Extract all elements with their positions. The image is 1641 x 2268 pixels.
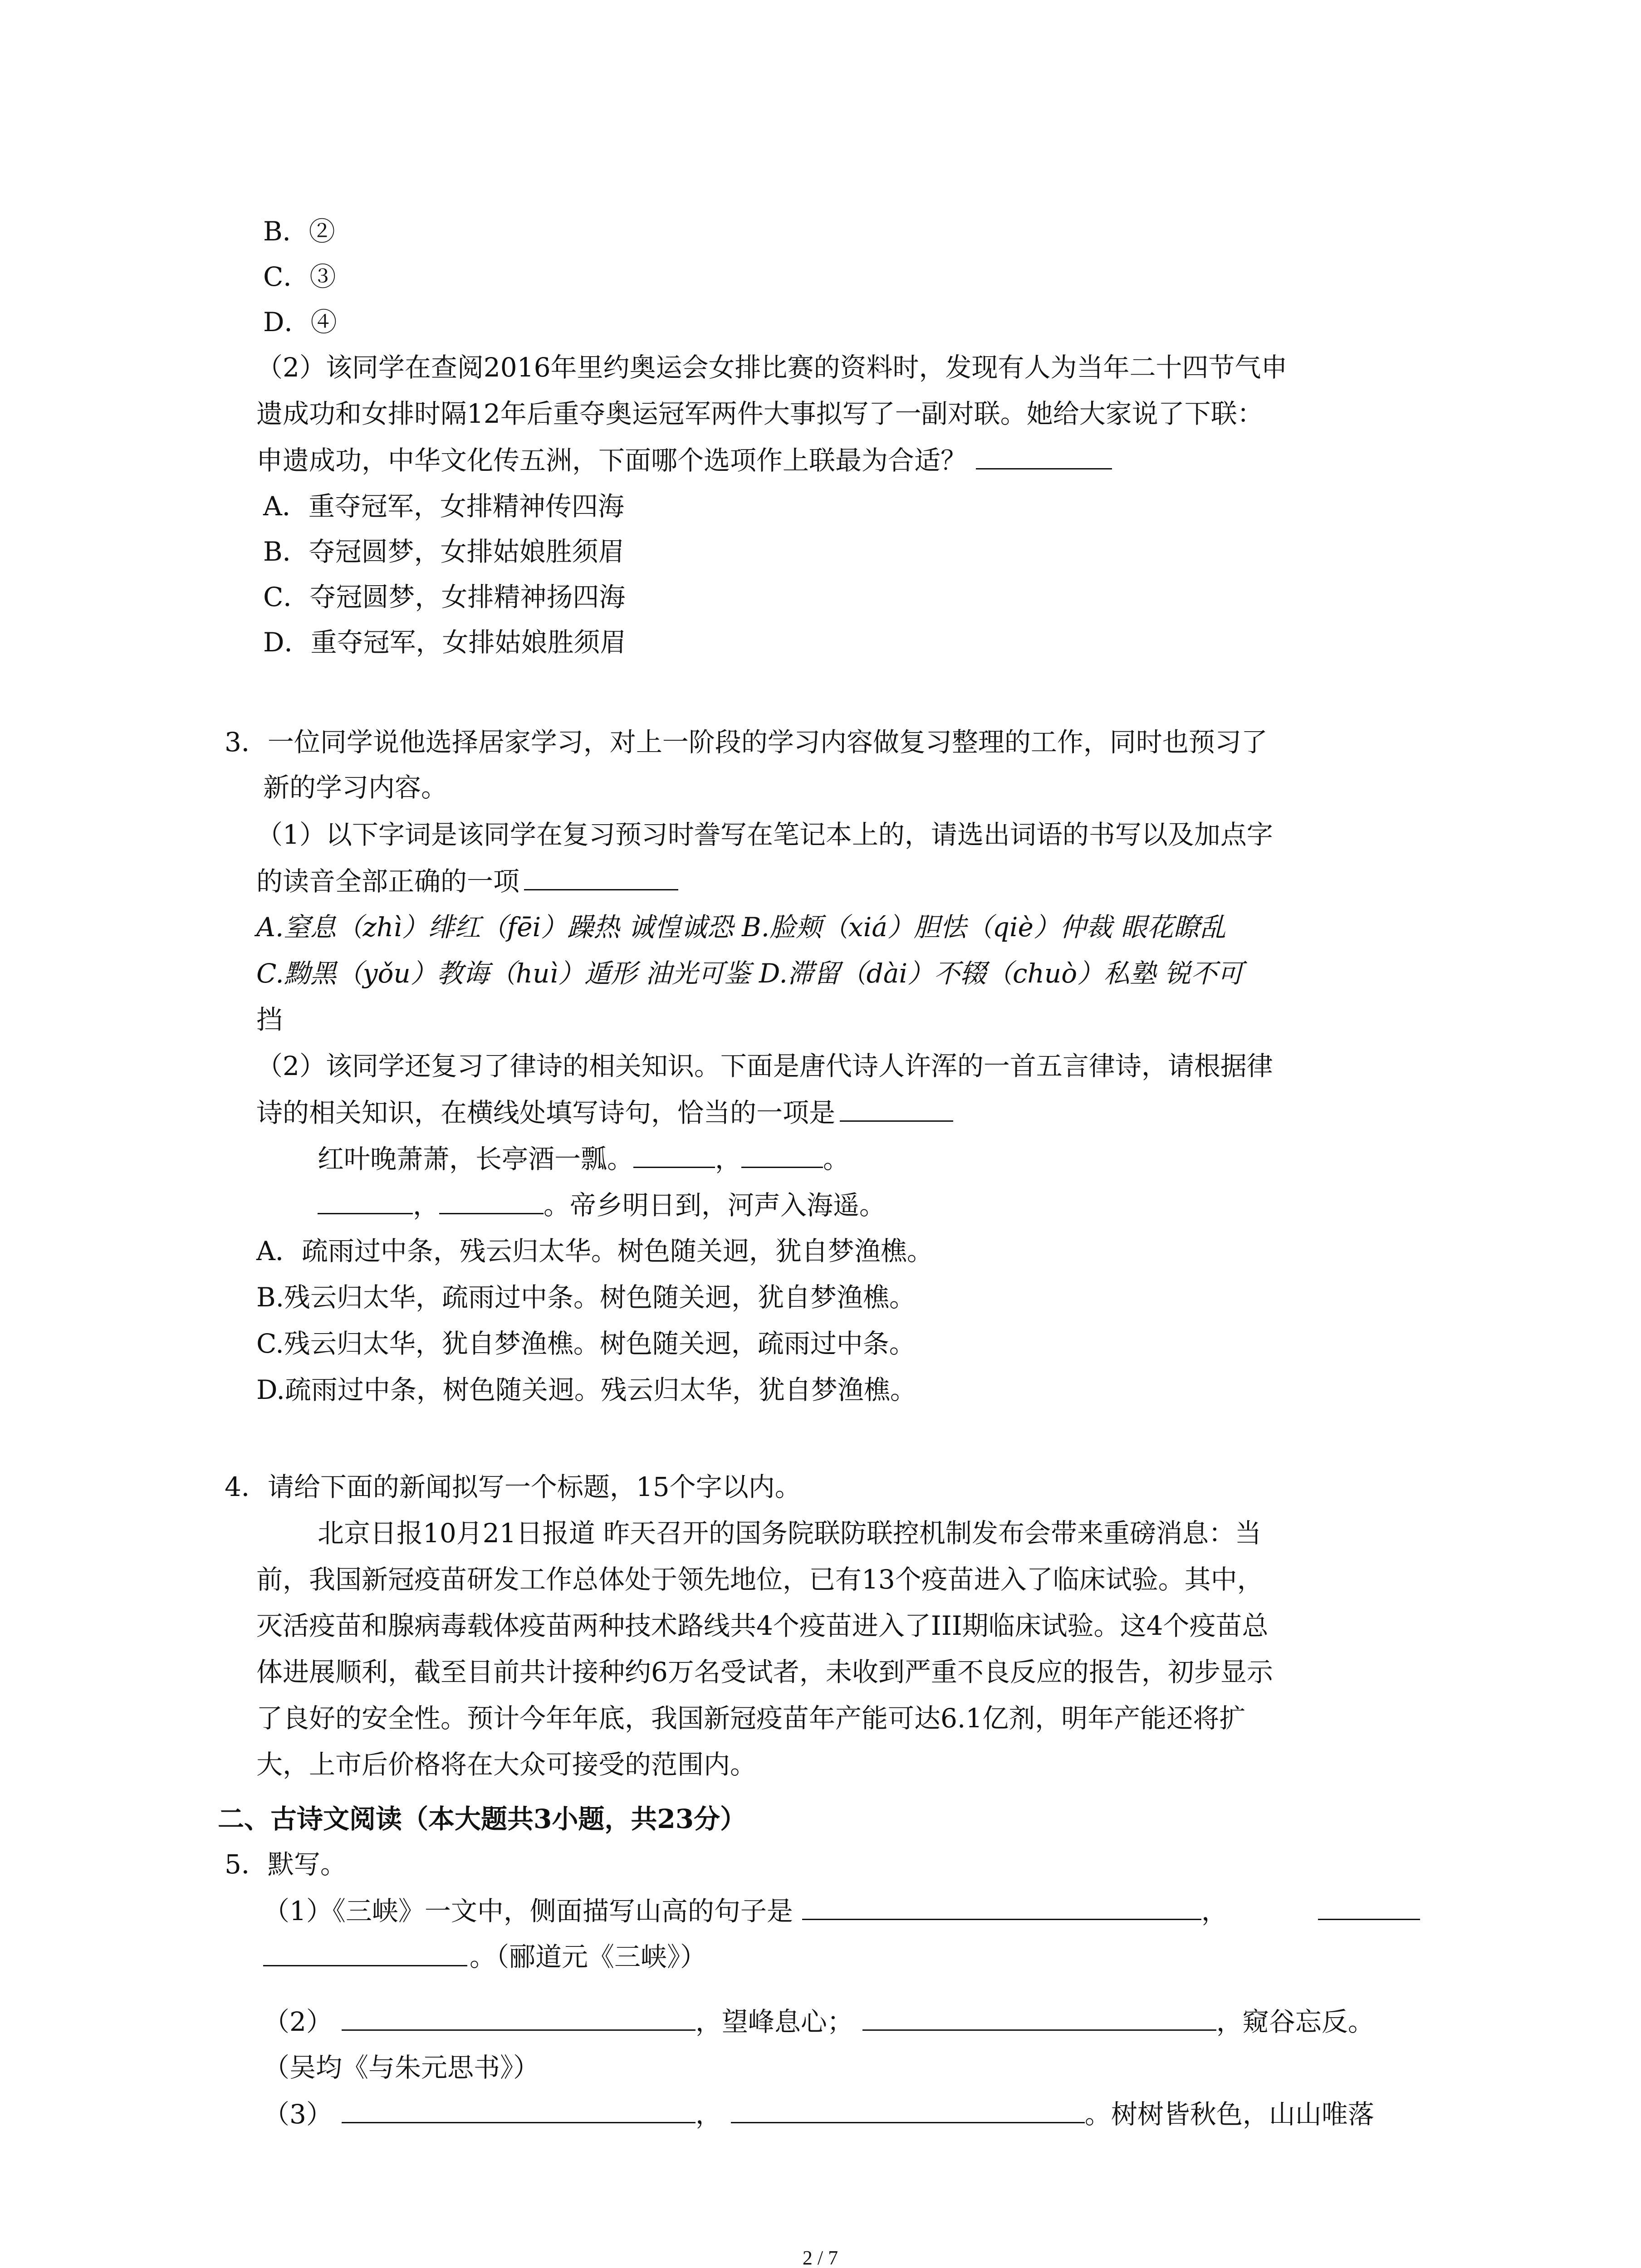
q3-stem-line2: 新的学习内容。 bbox=[263, 772, 448, 803]
option-c: C．③ bbox=[263, 261, 336, 292]
answer-blank[interactable] bbox=[263, 1965, 467, 1966]
q5-sub1-source: 。（郦道元《三峡》） bbox=[470, 1941, 707, 1972]
news-paragraph-line6: 大，上市后价格将在大众可接受的范围内。 bbox=[256, 1749, 757, 1780]
poem-blank[interactable] bbox=[439, 1187, 544, 1214]
q5-stem: 5．默写。 bbox=[225, 1849, 347, 1880]
q2-option-d: D．重夺冠军，女排姑娘胜须眉 bbox=[263, 627, 627, 658]
news-paragraph-line4: 体进展顺利，截至目前共计接种约6万名受试者，未收到严重不良反应的报告，初步显示 bbox=[256, 1657, 1273, 1687]
q5-sub1: （1）《三峡》一文中，侧面描写山高的句子是 ， bbox=[263, 1892, 1228, 1929]
q3-sub1-line1: （1）以下字词是该同学在复习预习时誊写在笔记本上的，请选出词语的书写以及加点字 bbox=[256, 819, 1273, 850]
news-paragraph-line2: 前，我国新冠疫苗研发工作总体处于领先地位，已有13个疫苗进入了临床试验。其中， bbox=[256, 1564, 1264, 1595]
answer-blank[interactable] bbox=[342, 2096, 696, 2123]
poem-blank[interactable] bbox=[741, 1140, 823, 1168]
news-paragraph-line3: 灭活疫苗和腺病毒载体疫苗两种技术路线共4个疫苗进入了III期临床试验。这4个疫苗总 bbox=[256, 1610, 1269, 1641]
news-paragraph-line5: 了良好的安全性。预计今年年底，我国新冠疫苗年产能可达6.1亿剂，明年产能还将扩 bbox=[256, 1703, 1246, 1734]
option-b: B．② bbox=[263, 216, 335, 247]
answer-blank[interactable] bbox=[524, 863, 678, 890]
q3-option-b: B.残云归太华，疏雨过中条。树色随关迥，犹自梦渔樵。 bbox=[256, 1282, 916, 1313]
q3-option-a: A．疏雨过中条，残云归太华。树色随关迥，犹自梦渔樵。 bbox=[256, 1236, 933, 1266]
q3-option-d: D.疏雨过中条，树色随关迥。残云归太华，犹自梦渔樵。 bbox=[256, 1374, 916, 1405]
poem-line2: ， 。帝乡明日到，河声入海遥。 bbox=[318, 1187, 886, 1223]
q3-option-c: C.残云归太华，犹自梦渔樵。树色随关迥，疏雨过中条。 bbox=[256, 1328, 916, 1359]
answer-blank[interactable] bbox=[1318, 1919, 1420, 1920]
q3-sub2-line1: （2）该同学还复习了律诗的相关知识。下面是唐代诗人许浑的一首五言律诗，请根据律 bbox=[256, 1051, 1273, 1081]
poem-line1: 红叶晚萧萧，长亭酒一瓢。 ， 。 bbox=[318, 1140, 849, 1177]
q4-stem: 4．请给下面的新闻拟写一个标题，15个字以内。 bbox=[225, 1471, 801, 1502]
q2-sub2-line1: （2）该同学在查阅2016年里约奥运会女排比赛的资料时，发现有人为当年二十四节气申 bbox=[256, 352, 1288, 383]
q5-sub2-source: （吴均《与朱元思书》） bbox=[263, 2052, 540, 2083]
q3-sub2-line2: 诗的相关知识，在横线处填写诗句，恰当的一项是 bbox=[256, 1094, 953, 1131]
q2-option-c: C．夺冠圆梦，女排精神扬四海 bbox=[263, 582, 626, 612]
q2-sub2-line2: 遗成功和女排时隔12年后重夺奥运冠军两件大事拟写了一副对联。她给大家说了下联： bbox=[256, 398, 1264, 429]
answer-blank[interactable] bbox=[976, 442, 1112, 469]
answer-blank[interactable] bbox=[342, 2003, 696, 2031]
q2-option-a: A．重夺冠军，女排精神传四海 bbox=[263, 491, 624, 522]
answer-blank[interactable] bbox=[731, 2096, 1085, 2123]
q3-option-d-end: 挡 bbox=[256, 1004, 283, 1035]
poem-blank[interactable] bbox=[318, 1187, 413, 1214]
q5-sub2: （2） ，望峰息心； ，窥谷忘反。 bbox=[263, 2003, 1374, 2040]
q2-sub2-line3: 申遗成功，中华文化传五洲，下面哪个选项作上联最为合适？ bbox=[256, 442, 1112, 479]
answer-blank[interactable] bbox=[802, 1892, 1201, 1920]
q3-sub1-line2: 的读音全部正确的一项 bbox=[256, 863, 678, 899]
q3-stem-line1: 3．一位同学说他选择居家学习，对上一阶段的学习内容做复习整理的工作，同时也预习了 bbox=[225, 727, 1268, 758]
section-heading: 二、古诗文阅读（本大题共3小题，共23分） bbox=[218, 1804, 747, 1834]
q2-option-b: B．夺冠圆梦，女排姑娘胜须眉 bbox=[263, 536, 625, 567]
option-d: D．④ bbox=[263, 307, 337, 337]
answer-blank[interactable] bbox=[840, 1094, 953, 1122]
q5-sub3: （3） ， 。树树皆秋色，山山唯落 bbox=[263, 2096, 1374, 2132]
answer-blank[interactable] bbox=[862, 2003, 1216, 2031]
poem-blank[interactable] bbox=[633, 1140, 715, 1168]
q3-options-cd: C.黝黑（yǒu）教诲（huì）遁形 油光可鉴 D.滞留（dài）不辍（chuò）私塾 锐不可 bbox=[256, 958, 1244, 989]
news-paragraph-line1: 北京日报10月21日报道 昨天召开的国务院联防联控机制发布会带来重磅消息：当 bbox=[318, 1518, 1262, 1549]
q3-options-ab: A.窒息（zhì）绯红（fēi）躁热 诚惶诚恐 B.脸颊（xiá）胆怯（qiè）仲裁 眼花瞭乱 bbox=[256, 912, 1226, 943]
page-number: 2 / 7 bbox=[802, 2247, 838, 2268]
